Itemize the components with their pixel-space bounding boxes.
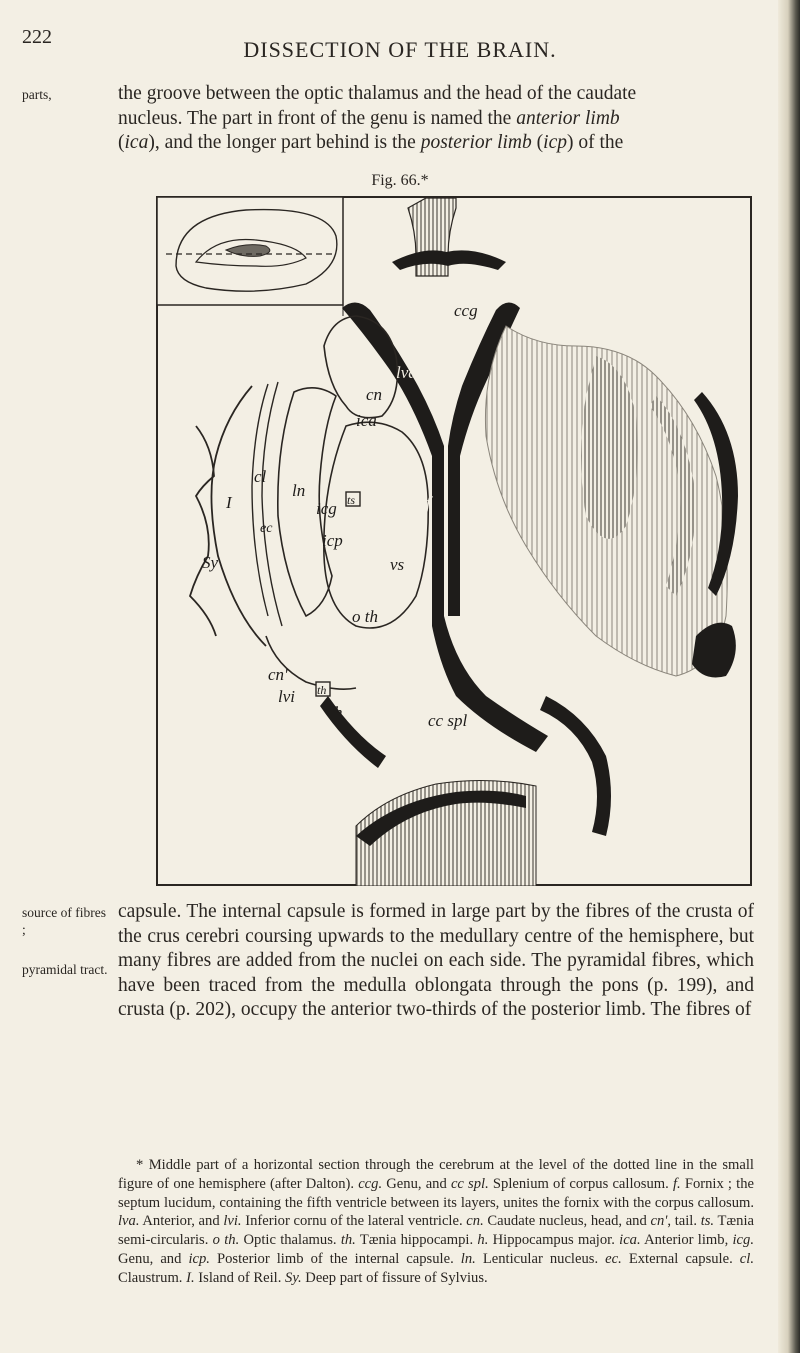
label-ccg: ccg [454,301,478,320]
brain-section-figure [156,196,752,886]
posterior-limb-term: posterior limb [420,132,532,153]
book-spine-shadow [778,0,800,1353]
margin-note-pyramidal: pyramidal tract. [22,962,108,977]
label-ccspl: cc spl [428,711,468,730]
page-number: 222 [22,26,52,48]
label-cl: cl [254,467,267,486]
label-lvi: lvi [278,687,295,706]
figure-caption: Fig. 66.* [371,172,429,189]
label-ica: ica [356,411,377,430]
intro-line-3: (ica), and the longer part behind is the posterior limb (icp) of the [118,132,624,153]
label-ec: ec [260,521,273,536]
label-icg: icg [316,499,337,518]
figure-footnote [118,1156,754,1288]
label-icp: icp [322,531,343,550]
label-cn2: cn' [268,665,288,684]
label-ts: ts [347,493,356,507]
intro-line-2: nucleus. The part in front of the genu is named the anterior limb [118,107,620,129]
label-Sy: Sy [202,553,219,572]
intro-line-1: the groove between the optic thalamus and the head of the caudate [118,83,637,104]
brain-section-drawing [156,196,752,886]
running-head: DISSECTION OF THE BRAIN. [243,37,557,62]
footnote-text: * Middle part of a horizontal section through the cerebrum at the level of the dotted line in the small figure of one hemisphere (after Dalton). ccg. Genu, and cc spl. Splenium of corpus callosum. f. Fornix ; the septum lucidum, containing the fifth ventricle between its layers, unites the fornix with the corpus callosum. lva. Anterior, and lvi. Inferior cornu of the lateral ventricle. cn. Caudate nucleus, head, and cn', tail. ts. Tænia semi-circularis. o th. Optic thalamus. th. Tænia hippocampi. h. Hippocampus major. ica. Anterior limb, icg. Genu, and icp. Posterior limb of the internal capsule. ln. Lenticular nucleus. ec. External capsule. cl. Claustrum. I. Island of Reil. Sy. Deep part of fissure of Sylvius. [118,1157,754,1286]
label-vs: vs [390,555,405,574]
inset-hemisphere [157,197,343,316]
margin-note-parts: parts, [22,87,52,102]
anterior-limb-term: anterior limb [516,107,620,129]
label-lva: lva [396,363,417,382]
label-cn: cn [366,385,383,404]
main-paragraph [118,900,754,1023]
label-f: f [426,493,431,512]
margin-note-source: source of fibres ; [22,905,106,937]
label-ln: ln [292,481,306,500]
label-I: I [226,493,232,512]
intro-paragraph [118,82,754,156]
main-paragraph-text: capsule. The internal capsule is formed in large part by the fibres of the crusta of the crus cerebri coursing upwards to the medullary centre of the hemisphere, but many fibres are added from the nuclei on each side. The pyramidal fibres, which have been traced from the medulla oblongata through the pons (p. 199), and crusta (p. 202), occupy the anterior two-thirds of the posterior limb. The fibres of [118,901,754,1020]
label-oth: o th [352,607,378,626]
label-th: th [317,683,327,697]
label-h: h [334,703,343,722]
